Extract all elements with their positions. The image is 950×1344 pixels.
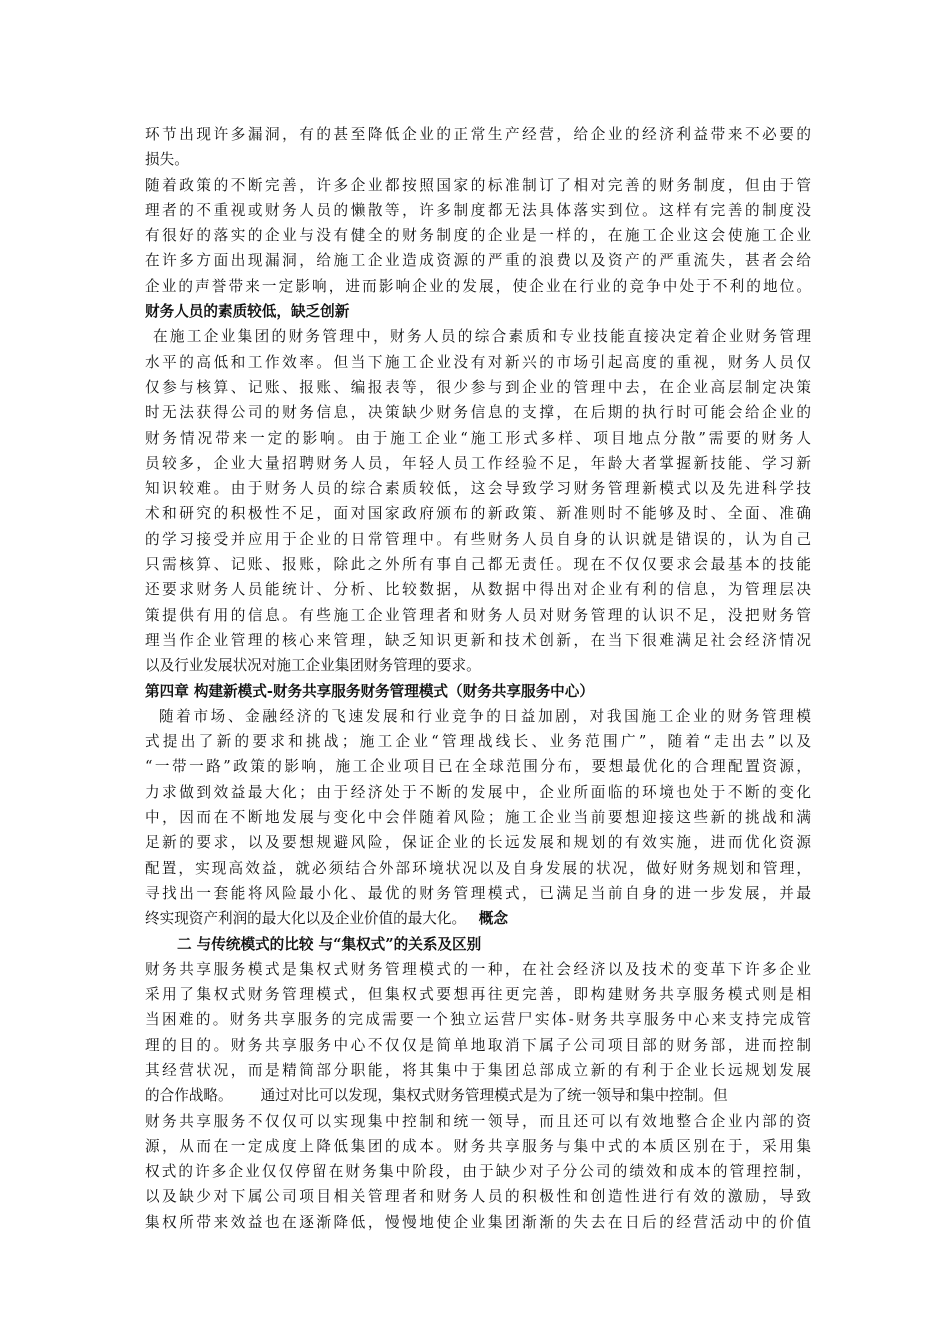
paragraph-line: 理者的不重视或财务人员的懒散等，许多制度都无法具体落实到位。这样有完善的制度没 bbox=[145, 201, 811, 219]
paragraph-line: 仅参与核算、记账、报账、编报表等，很少参与到企业的管理中去，在企业高层制定决策 bbox=[145, 378, 811, 396]
paragraph-line: 随着市场、金融经济的飞速发展和行业竞争的日益加剧，对我国施工企业的财务管理模 bbox=[159, 707, 811, 725]
paragraph-line bbox=[145, 906, 811, 931]
paragraph-line: 有很好的落实的企业与没有健全的财务制度的企业是一样的，在施工企业这会使施工企业 bbox=[145, 227, 811, 245]
paragraph-line: 财务共享服务模式是集权式财务管理模式的一种，在社会经济以及技术的变革下许多企业 bbox=[145, 960, 811, 978]
paragraph-line: 策提供有用的信息。有些施工企业管理者和财务人员对财务管理的认识不足，没把财务管 bbox=[145, 606, 811, 624]
paragraph-line: 随着政策的不断完善，许多企业都按照国家的标准制订了相对完善的财务制度，但由于管 bbox=[145, 176, 811, 194]
paragraph-line: 财务共享服务不仅仅可以实现集中控制和统一领导，而且还可以有效地整合企业内部的资 bbox=[145, 1112, 811, 1130]
paragraph-line: 配置，实现高效益，就必须结合外部环境状况以及自身发展的状况，做好财务规划和管理， bbox=[145, 859, 811, 877]
paragraph-line: 采用了集权式财务管理模式，但集权式要想再往更完善，即构建财务共享服务模式则是相 bbox=[145, 986, 811, 1004]
chapter-heading: 第四章 构建新模式-财务共享服务财务管理模式（财务共享服务中心） bbox=[145, 682, 594, 700]
paragraph-line: 的学习接受并应用于企业的日常管理中。有些财务人员自身的认识就是错误的，认为自己 bbox=[145, 530, 811, 548]
paragraph-line: 当困难的。财务共享服务的完成需要一个独立运营尸实体-财务共享服务中心来支持完成管 bbox=[145, 1011, 811, 1029]
paragraph-line: 源，从而在一定成度上降低集团的成本。财务共享服务与集中式的本质区别在于，采用集 bbox=[145, 1137, 811, 1155]
paragraph-line bbox=[145, 1083, 811, 1108]
paragraph-line: 在施工企业集团的财务管理中，财务人员的综合素质和专业技能直接决定着企业财务管理 bbox=[153, 328, 811, 346]
paragraph-line: 中，因而在不断地发展与变化中会伴随着风险；施工企业当前要想迎接这些新的挑战和满 bbox=[145, 809, 811, 827]
paragraph-line: “一带一路”政策的影响，施工企业项目已在全球范围分布，要想最优化的合理配置资源， bbox=[145, 758, 811, 776]
paragraph-line: 在许多方面出现漏洞，给施工企业造成资源的严重的浪费以及资产的严重流失，甚者会给 bbox=[145, 252, 811, 270]
paragraph-line: 以及缺少对下属公司项目相关管理者和财务人员的积极性和创造性进行有效的激励，导致 bbox=[145, 1188, 811, 1206]
paragraph-line: 理的目的。财务共享服务中心不仅仅是简单地取消下属子公司项目部的财务部，进而控制 bbox=[145, 1036, 811, 1054]
paragraph-text: 的合作战略。 bbox=[145, 1087, 233, 1105]
section-heading: 财务人员的素质较低，缺乏创新 bbox=[145, 303, 350, 321]
paragraph-line: 环节出现许多漏洞，有的甚至降低企业的正常生产经营，给企业的经济利益带来不必要的 bbox=[145, 126, 811, 143]
paragraph-line: 损失。 bbox=[145, 151, 189, 169]
section-heading: 二 与传统模式的比较 与“集权式”的关系及区别 bbox=[177, 935, 482, 953]
paragraph-line: 以及行业发展状况对施工企业集团财务管理的要求。 bbox=[145, 657, 481, 675]
paragraph-line: 还要求财务人员能统计、分析、比较数据，从数据中得出对企业有利的信息，为管理层决 bbox=[145, 581, 811, 599]
document-body bbox=[145, 122, 811, 1235]
paragraph-line: 企业的声誉带来一定影响，进而影响企业的发展，使企业在行业的竞争中处于不利的地位。 bbox=[145, 277, 811, 295]
paragraph-line: 足新的要求，以及要想规避风险，保证企业的长远发展和规划的有效实施，进而优化资源 bbox=[145, 834, 811, 852]
paragraph-line: 权式的许多企业仅仅停留在财务集中阶段，由于缺少对子分公司的绩效和成本的管理控制， bbox=[145, 1163, 811, 1181]
paragraph-line: 知识较难。由于财务人员的综合素质较低，这会导致学习财务管理新模式以及先进科学技 bbox=[145, 480, 811, 498]
paragraph-line: 员较多，企业大量招聘财务人员，年轻人员工作经验不足，年龄大者掌握新技能、学习新 bbox=[145, 454, 811, 472]
paragraph-line: 时无法获得公司的财务信息，决策缺少财务信息的支撑，在后期的执行时可能会给企业的 bbox=[145, 404, 811, 422]
paragraph-line: 寻找出一套能将风险最小化、最优的财务管理模式，已满足当前自身的进一步发展，并最 bbox=[145, 884, 811, 902]
paragraph-line: 财务情况带来一定的影响。由于施工企业“施工形式多样、项目地点分散”需要的财务人 bbox=[145, 429, 811, 447]
paragraph-line: 只需核算、记账、报账，除此之外所有事自己都无责任。现在不仅仅要求会最基本的技能 bbox=[145, 556, 811, 574]
paragraph-line: 集权所带来效益也在逐渐降低，慢慢地使企业集团渐渐的失去在日后的经营活动中的价值 bbox=[145, 1213, 811, 1231]
paragraph-line: 水平的高低和工作效率。但当下施工企业没有对新兴的市场引起高度的重视，财务人员仅 bbox=[145, 353, 811, 371]
inline-heading: 概念 bbox=[478, 910, 508, 928]
paragraph-line: 力求做到效益最大化；由于经济处于不断的发展中，企业所面临的环境也处于不断的变化 bbox=[145, 783, 811, 801]
paragraph-line: 式提出了新的要求和挑战；施工企业“管理战线长、业务范围广”，随着“走出去”以及 bbox=[145, 733, 811, 751]
paragraph-line: 术和研究的积极性不足，面对国家政府颁布的新政策、新准则时不能够及时、全面、准确 bbox=[145, 505, 811, 523]
paragraph-text: 通过对比可以发现，集权式财务管理模式是为了统一领导和集中控制。但 bbox=[260, 1087, 728, 1105]
paragraph-text: 终实现资产利润的最大化以及企业价值的最大化。 bbox=[145, 910, 467, 928]
paragraph-line: 其经营状况，而是精简部分职能，将其集中于集团总部成立新的有利于企业长远规划发展 bbox=[145, 1061, 811, 1079]
paragraph-line: 理当作企业管理的核心来管理，缺乏知识更新和技术创新，在当下很难满足社会经济情况 bbox=[145, 631, 811, 649]
